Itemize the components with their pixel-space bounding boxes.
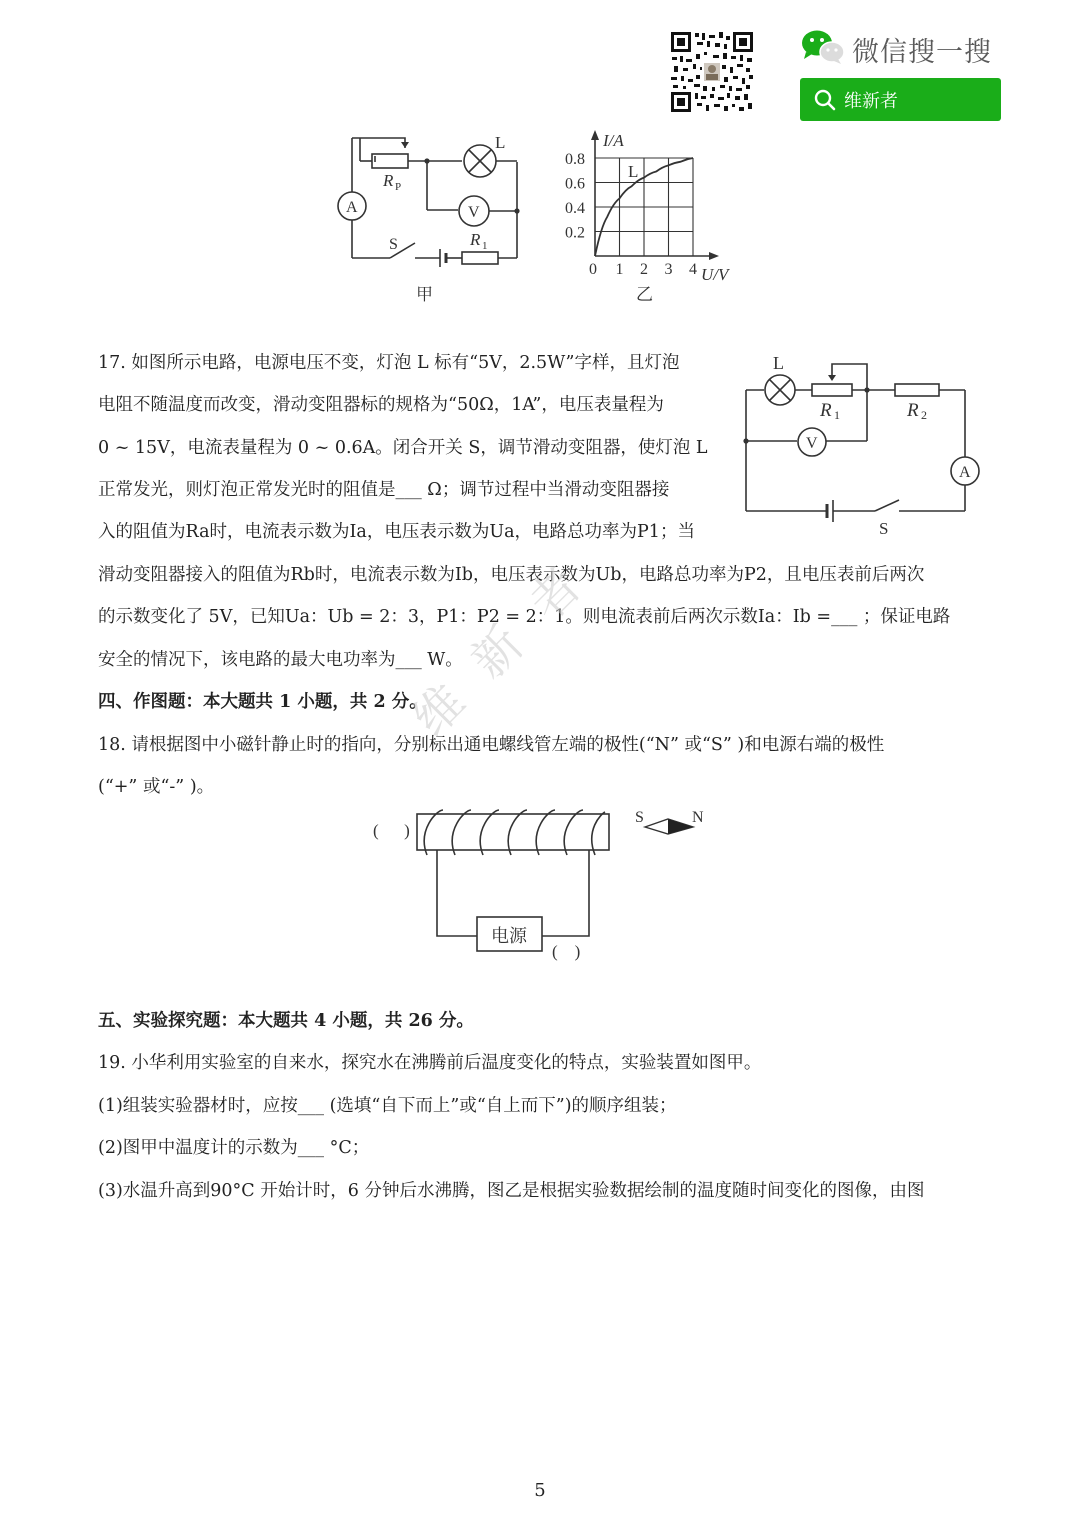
- wechat-search-title: 微信搜一搜: [852, 37, 992, 68]
- y-tick-label: 0.8: [565, 151, 585, 168]
- page-number: 5: [534, 1480, 546, 1501]
- fig16-jia-circuit: [330, 128, 540, 308]
- wechat-logo-icon: [800, 28, 846, 66]
- x-tick-label: 2: [640, 261, 648, 278]
- x-tick-label: 4: [689, 261, 697, 278]
- q19-part-1: (1)组装实验器材时，应按___ (选填“自下而上”或“自上而下”)的顺序组装；: [98, 1096, 677, 1116]
- fig16-yi-chart: [555, 128, 755, 308]
- y-axis-label: I/A: [603, 131, 624, 150]
- label-switch: S: [879, 519, 889, 538]
- label-switch: S: [389, 236, 398, 253]
- solenoid-left-blank: ( ): [373, 821, 410, 840]
- q17-line-4: 正常发光，则灯泡正常发光时的阻值是___ Ω；调节过程中当滑动变阻器接: [98, 480, 670, 500]
- label-ammeter: A: [959, 464, 971, 481]
- fig16-jia-caption: 甲: [416, 285, 433, 304]
- q19-part-2: (2)图甲中温度计的示数为___ °C；: [98, 1138, 370, 1158]
- q18-line-2: (“+” 或“-” )。: [98, 777, 215, 797]
- label-lamp: L: [495, 133, 506, 152]
- rheostat-rp: [372, 154, 408, 168]
- label-lamp: L: [773, 353, 784, 373]
- qr-code-image: [669, 30, 755, 114]
- q17-line-6: 滑动变阻器接入的阻值为Rb时，电流表示数为Ib，电压表示数为Ub，电路总功率为P2，且电压表前后两次: [98, 565, 925, 585]
- label-r1-sub: 1: [482, 240, 488, 252]
- q17-line-8: 安全的情况下，该电路的最大电功率为___ W。: [98, 650, 463, 670]
- q19-part-3: (3)水温升高到90°C 开始计时，6 分钟后水沸腾，图乙是根据实验数据绘制的温度随时间变化的图像，由图: [98, 1181, 925, 1201]
- label-rp-sub: P: [395, 181, 402, 193]
- wire-rheostat-tap: [832, 364, 867, 390]
- wechat-search-button[interactable]: [800, 78, 1001, 121]
- label-r2-sub: 2: [921, 408, 927, 422]
- y-tick-label: 0.2: [565, 224, 585, 242]
- chart-grid: [595, 158, 693, 256]
- fig18-solenoid: [365, 800, 715, 975]
- y-tick-label: 0.4: [565, 200, 585, 217]
- power-right-blank: ( ): [552, 942, 581, 961]
- wire-left: [437, 850, 477, 936]
- label-ammeter: A: [346, 199, 358, 216]
- resistor-r2: [895, 384, 939, 396]
- fig16-yi-caption: 乙: [636, 285, 653, 304]
- rheostat-arrow-icon: [401, 142, 409, 148]
- label-voltmeter: V: [468, 204, 480, 221]
- label-r2: R: [907, 400, 919, 421]
- x-tick-label: 3: [664, 261, 673, 278]
- solenoid-coil: [424, 810, 605, 855]
- label-r1: R: [470, 230, 481, 249]
- power-label: 电源: [491, 926, 527, 946]
- q17-line-3: 0 ~ 15V，电流表量程为 0 ~ 0.6A。闭合开关 S，调节滑动变阻器，使灯泡 L: [98, 438, 708, 458]
- label-r1: R: [820, 400, 832, 421]
- x-tick-label: 0: [589, 261, 597, 278]
- wire-right: [542, 850, 589, 936]
- x-axis-arrow-icon: [709, 252, 719, 260]
- qr-code: [669, 30, 755, 114]
- q18-line-1: 18. 请根据图中小磁针静止时的指向，分别标出通电螺线管左端的极性(“N” 或“S” )和电源右端的极性: [98, 735, 885, 755]
- search-icon: [814, 89, 836, 111]
- watermark: 维新者: [402, 533, 617, 748]
- switch-blade: [875, 500, 899, 511]
- x-tick-label: 1: [615, 261, 624, 278]
- rheostat-arrow-icon: [828, 375, 836, 381]
- compass-label-n: N: [692, 809, 704, 826]
- y-tick-label: 0.6: [565, 175, 585, 193]
- fig17-circuit: [735, 348, 985, 538]
- solenoid-core: [417, 814, 609, 850]
- x-axis-label: U/V: [701, 265, 729, 284]
- compass-needle-n-icon: [668, 819, 693, 834]
- section5-heading: 五、实验探究题：本大题共 4 小题，共 26 分。: [98, 1011, 474, 1031]
- q17-line-2: 电阻不随温度而改变，滑动变阻器标的规格为“50Ω，1A”，电压表量程为: [98, 395, 664, 415]
- q19-intro: 19. 小华利用实验室的自来水，探究水在沸腾前后温度变化的特点，实验装置如图甲。: [98, 1053, 762, 1073]
- label-r1-sub: 1: [834, 408, 840, 422]
- rheostat-r1: [812, 384, 852, 396]
- q17-line-1: 17. 如图所示电路，电源电压不变，灯泡 L 标有“5V，2.5W”字样，且灯泡: [98, 353, 680, 373]
- q17-line-5: 入的阻值为Ra时，电流表示数为Ia，电压表示数为Ua，电路总功率为P1；当: [98, 522, 695, 542]
- compass-label-s: S: [635, 809, 644, 826]
- section4-heading: 四、作图题：本大题共 1 小题，共 2 分。: [98, 692, 427, 712]
- y-axis-arrow-icon: [591, 130, 599, 140]
- curve-label-l: L: [628, 162, 639, 181]
- q17-line-7: 的示数变化了 5V，已知Ua：Ub = 2：3，P1：P2 = 2：1。则电流表前后两次示数Ia：Ib =___ ；保证电路: [98, 607, 951, 627]
- label-rp: R: [383, 171, 394, 190]
- resistor-r1: [462, 252, 498, 264]
- wechat-search-button-label: 维新者: [844, 91, 898, 112]
- label-voltmeter: V: [806, 435, 818, 452]
- wechat-search-brand: [800, 28, 1005, 68]
